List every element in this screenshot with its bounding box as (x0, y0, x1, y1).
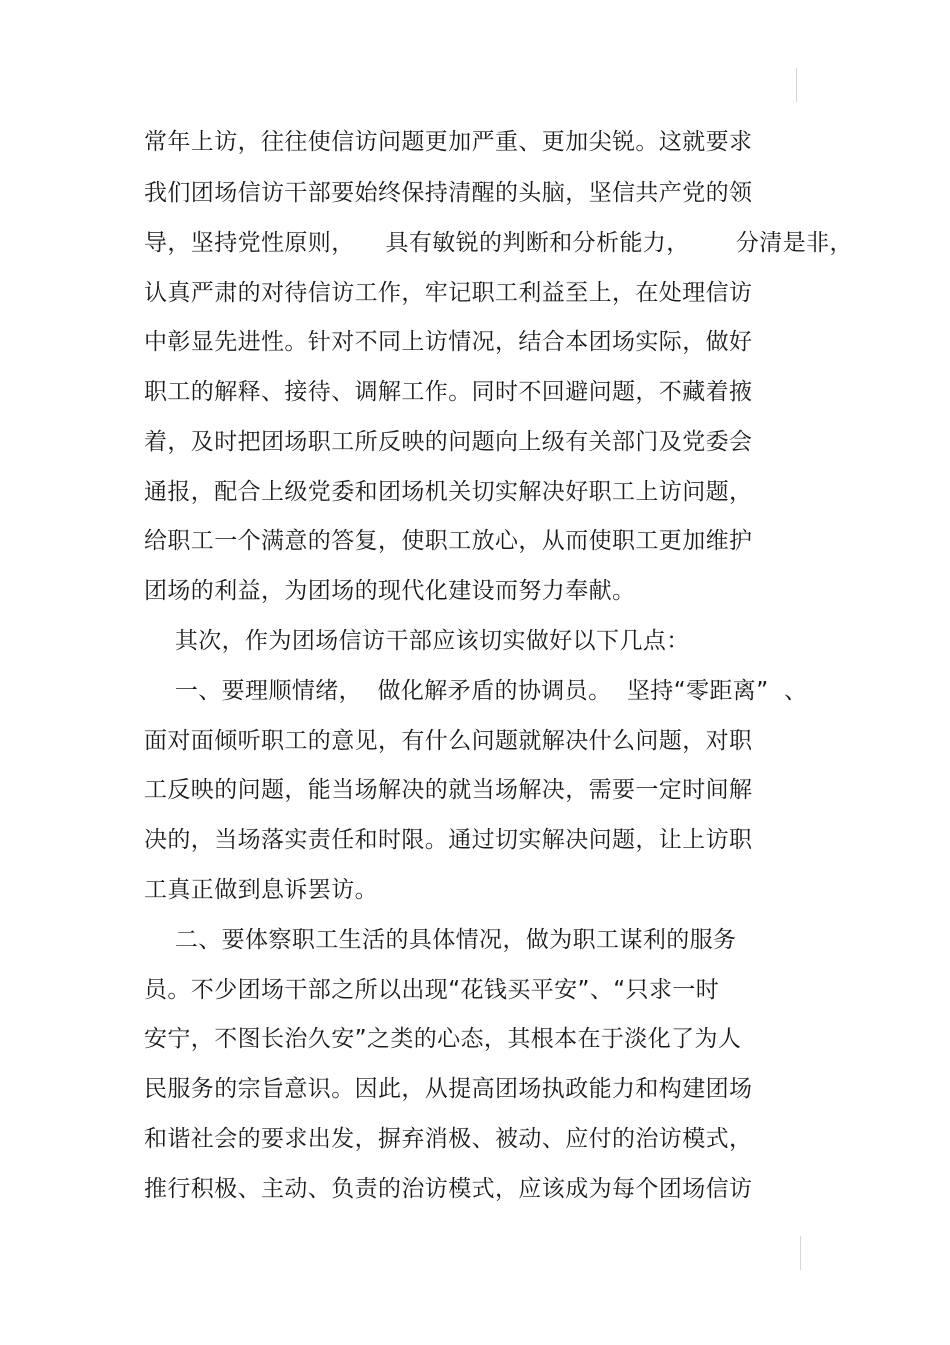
body-text-line: 推行积极、主动、负责的治访模式，应该成为每个团场信访 (144, 1176, 753, 1202)
body-text-line: 着，及时把团场职工所反映的问题向上级有关部门及党委会 (144, 429, 753, 455)
body-text-line: 民服务的宗旨意识。因此，从提高团场执政能力和构建团场 (144, 1076, 753, 1102)
top-right-margin-mark (796, 68, 797, 102)
bottom-right-margin-mark (800, 1236, 801, 1270)
body-text-line: 面对面倾听职工的意见，有什么问题就解决什么问题，对职 (144, 728, 753, 754)
body-text-line: 我们团场信访干部要始终保持清醒的头脑，坚信共产党的领 (144, 180, 753, 206)
body-text-line: 常年上访，往往使信访问题更加严重、更加尖锐。这就要求 (144, 129, 753, 155)
body-text-line: 二、要体察职工生活的具体情况，做为职工谋利的服务 (144, 927, 737, 953)
body-text-line: 团场的利益，为团场的现代化建设而努力奉献。 (144, 578, 636, 604)
body-text-line: 决的，当场落实责任和时限。通过切实解决问题，让上访职 (144, 827, 753, 853)
body-text-line: 其次，作为团场信访干部应该切实做好以下几点： (144, 628, 690, 654)
body-text-line: 认真严肃的对待信访工作，牢记职工利益至上，在处理信访 (144, 280, 753, 306)
body-text-line: 导，坚持党性原则， 具有敏锐的判断和分析能力， 分清是非， (144, 230, 853, 256)
body-text-line: 通报，配合上级党委和团场机关切实解决好职工上访问题， (144, 479, 753, 505)
body-text-line: 和谐社会的要求出发，摒弃消极、被动、应付的治访模式， (144, 1126, 753, 1152)
body-text-line: 工反映的问题，能当场解决的就当场解决，需要一定时间解 (144, 777, 753, 803)
body-text-line: 员。不少团场干部之所以出现“花钱买平安”、“只求一时 (144, 977, 720, 1003)
body-text-line: 给职工一个满意的答复，使职工放心，从而使职工更加维护 (144, 528, 753, 554)
body-text-line: 安宁，不图长治久安”之类的心态，其根本在于淡化了为人 (144, 1026, 742, 1052)
body-text-line: 中彰显先进性。针对不同上访情况，结合本团场实际，做好 (144, 329, 753, 355)
body-text-line: 职工的解释、接待、调解工作。同时不回避问题，不藏着掖 (144, 379, 753, 405)
body-text-line: 一、要理顺情绪， 做化解矛盾的协调员。 坚持“零距离” 、 (144, 678, 808, 704)
body-text-line: 工真正做到息诉罢访。 (144, 877, 378, 903)
